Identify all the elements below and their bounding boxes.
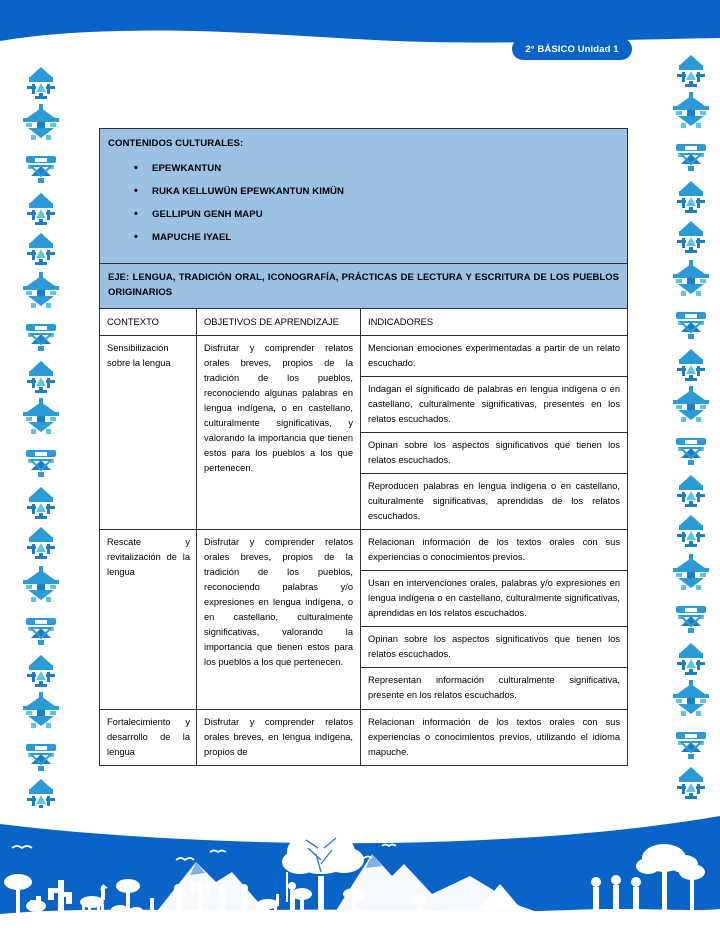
cell-objetivo: Disfrutar y comprender relatos orales breves, propios de la tradición de los pueblos, reconociendo palabras y/o expresiones en lengua indígena, o en castellano, culturalmente significativas, valorando la importancia que tienen estos para los pueblos a los que pertenecen. (197, 530, 361, 709)
table-row (100, 335, 628, 376)
cell-indicador: Indagan el significado de palabras en lengua indígena o en castellano, culturalmente significativas, presentes en los relatos escuchados. (361, 376, 628, 432)
cell-contexto: Sensibilización sobre la lengua (100, 335, 197, 529)
cell-indicador: Opinan sobre los aspectos significativos que tienen los relatos escuchados. (361, 627, 628, 668)
list-item: • EPEWKANTUN (152, 161, 619, 177)
cultural-contents-title: CONTENIDOS CULTURALES: (108, 138, 244, 149)
list-item: • RUKA KELLUWÜN EPEWKANTUN KIMÜN (152, 184, 619, 200)
cell-indicador: Mencionan emociones experimentadas a partir de un relato escuchado. (361, 335, 628, 376)
curriculum-table (99, 128, 628, 766)
cultural-contents-row (100, 129, 628, 264)
table-row (100, 530, 628, 571)
left-border-pattern (18, 36, 64, 808)
cell-indicador: Relacionan información de los textos orales con sus experiencias o conocimientos previos. (361, 530, 628, 571)
cell-indicador: Relacionan información de los textos orales con sus experiencias o conocimientos previos, utilizando el idioma mapuche. (361, 709, 628, 765)
right-border-pattern (668, 36, 714, 808)
table-row (100, 709, 628, 765)
cell-indicador: Representan información culturalmente significativa, presente en los relatos escuchados. (361, 668, 628, 709)
cell-indicador: Reproducen palabras en lengua indígena o en castellano, culturalmente significativas, aprendidas de los relatos escuchados. (361, 473, 628, 529)
cell-contexto: Rescate y revitalización de la lengua (100, 530, 197, 709)
footer-landscape-band (0, 802, 720, 932)
cell-objetivo: Disfrutar y comprender relatos orales breves, en lengua indígena, propios de (197, 709, 361, 765)
column-header-contexto: CONTEXTO (100, 309, 197, 335)
table-header-row (100, 309, 628, 335)
eje-row (100, 263, 628, 309)
column-header-objetivos: OBJETIVOS DE APRENDIZAJE (197, 309, 361, 335)
unit-badge: 2° BÁSICO Unidad 1 (512, 38, 632, 60)
cell-indicador: Usan en intervenciones orales, palabras y/o expresiones en lengua indígena o en castellano, culturalmente significativas, aprendidas en los relatos escuchados. (361, 571, 628, 627)
cell-contexto: Fortalecimiento y desarrollo de la lengua (100, 709, 197, 765)
list-item: • MAPUCHE IYAEL (152, 230, 619, 246)
column-header-indicadores: INDICADORES (361, 309, 628, 335)
cultural-contents-list (108, 161, 619, 246)
cell-indicador: Opinan sobre los aspectos significativos que tienen los relatos escuchados. (361, 432, 628, 473)
list-item: • GELLIPUN GENH MAPU (152, 207, 619, 223)
eje-cell: EJE: LENGUA, TRADICIÓN ORAL, ICONOGRAFÍA, PRÁCTICAS DE LECTURA Y ESCRITURA DE LOS PUEBLOS ORIGINARIOS (100, 263, 628, 309)
cultural-contents-cell (100, 129, 628, 264)
cell-objetivo: Disfrutar y comprender relatos orales breves, propios de la tradición de los pueblos, reconociendo algunas palabras en lengua indígena, o en castellano, culturalmente significativas, y valorando la importancia que tienen estos para los pueblos a los que pertenecen. (197, 335, 361, 529)
